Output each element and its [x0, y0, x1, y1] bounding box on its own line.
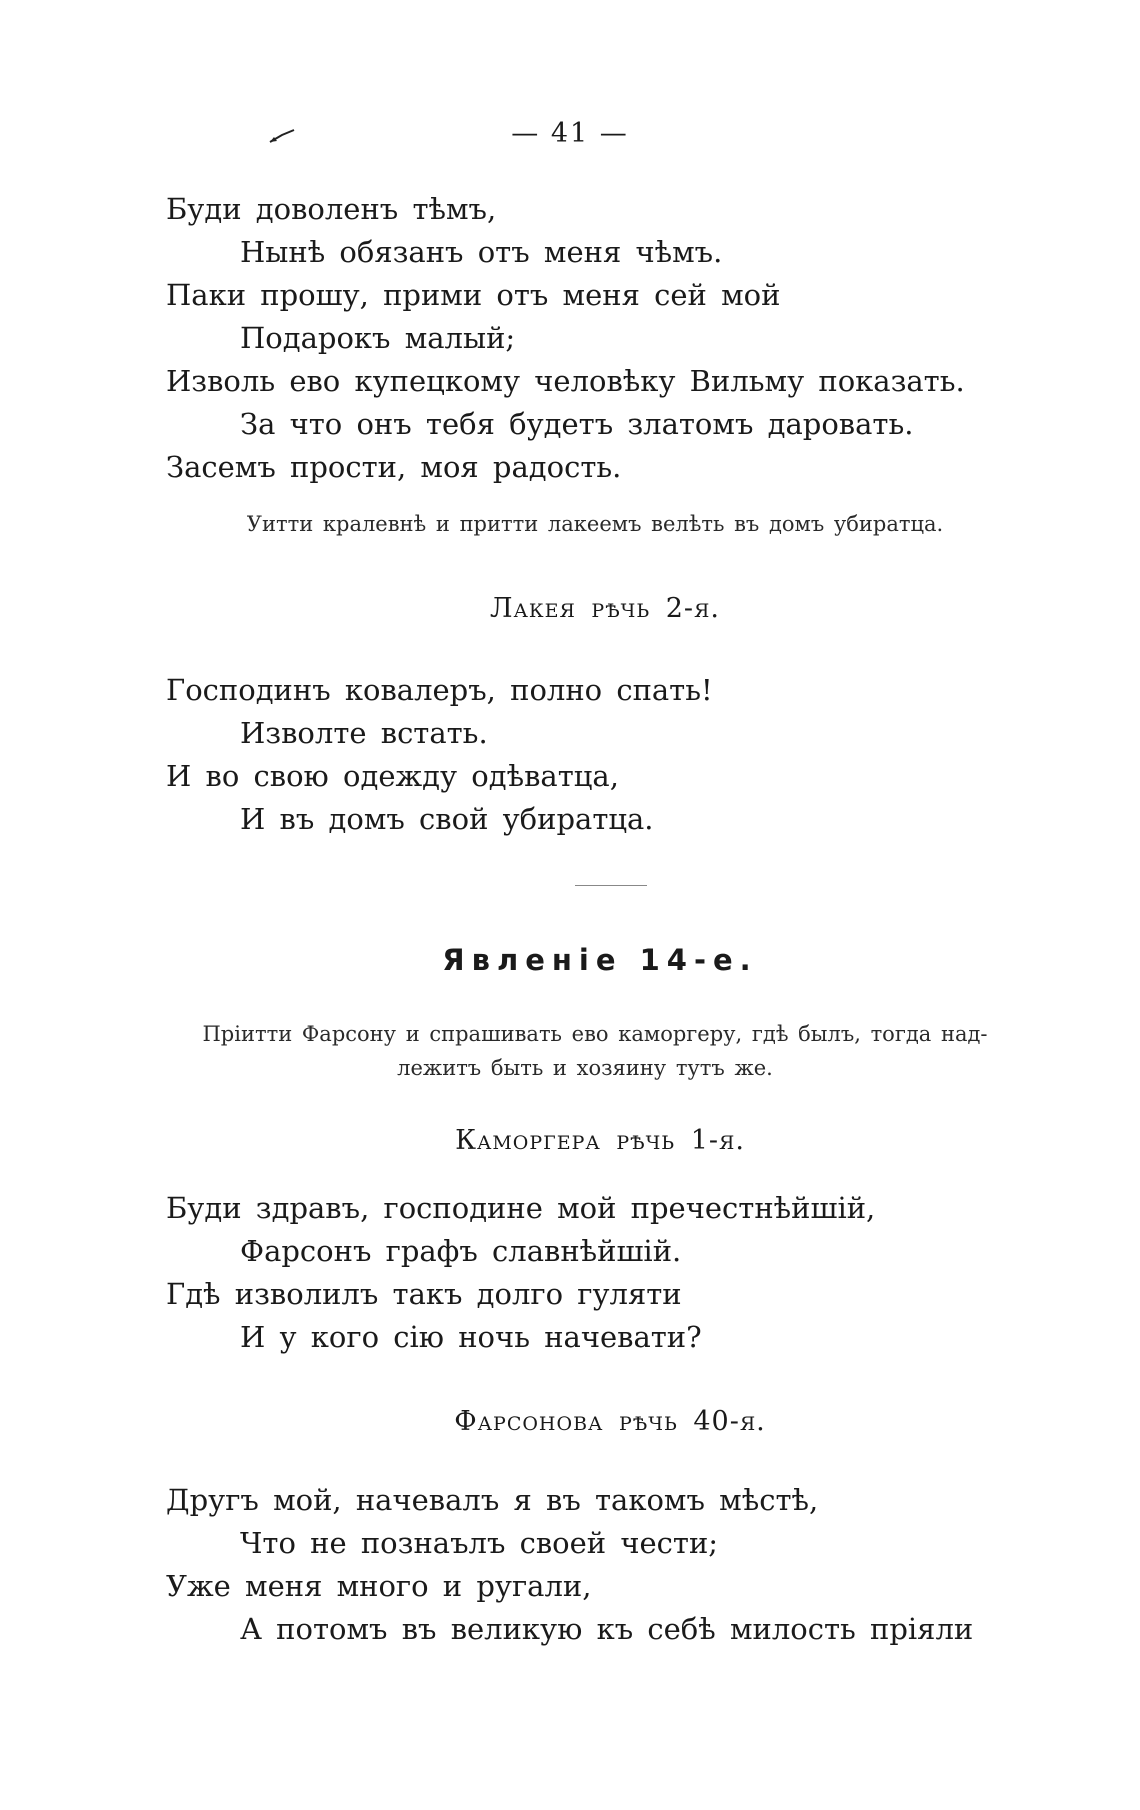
verse-line: И во свою одежду одѣватца,	[166, 759, 619, 793]
stage-direction: лежитъ быть и хозяину тутъ же.	[397, 1056, 773, 1080]
verse-line: Буди здравъ, господине мой пречестнѣйшій,	[166, 1191, 876, 1225]
verse-line: Паки прошу, прими отъ меня сей мой	[166, 278, 781, 312]
section-divider	[575, 885, 647, 886]
verse-block-4	[0, 1479, 1140, 1651]
ink-mark	[268, 128, 296, 144]
verse-line: А потомъ въ великую къ себѣ милость пріяли	[240, 1612, 974, 1646]
verse-line: Буди доволенъ тѣмъ,	[166, 192, 497, 226]
verse-line: За что онъ тебя будетъ златомъ даровать.	[240, 407, 914, 441]
verse-block-1	[0, 188, 1140, 489]
verse-line: Подарокъ малый;	[240, 321, 516, 355]
verse-line: Изволте встать.	[240, 716, 488, 750]
verse-line: Уже меня много и ругали,	[166, 1569, 592, 1603]
verse-block-3	[0, 1187, 1140, 1359]
verse-line: Засемъ прости, моя радость.	[166, 450, 622, 484]
speech-heading: Фарсонова рѣчь 40-я.	[454, 1406, 766, 1437]
verse-line: И у кого сію ночь начевати?	[240, 1320, 702, 1354]
verse-line: Нынѣ обязанъ отъ меня чѣмъ.	[240, 235, 723, 269]
stage-direction: Уитти кралевнѣ и притти лакеемъ велѣть въ домъ убиратца.	[246, 512, 944, 536]
speech-heading: Лакея рѣчь 2-я.	[490, 593, 720, 624]
verse-line: Изволь ево купецкому человѣку Вильму показать.	[166, 364, 965, 398]
speech-heading: Каморгера рѣчь 1-я.	[455, 1125, 745, 1156]
scene-title: Явленіе 14-е.	[442, 943, 758, 977]
verse-line: Что не познаълъ своей чести;	[240, 1526, 719, 1560]
verse-block-2	[0, 669, 1140, 841]
stage-direction: Пріитти Фарсону и спрашивать ево каморгеру, гдѣ былъ, тогда над-	[202, 1022, 988, 1046]
verse-line: Другъ мой, начевалъ я въ такомъ мѣстѣ,	[166, 1483, 819, 1517]
page-number: — 41 —	[511, 118, 629, 149]
verse-line: И въ домъ свой убиратца.	[240, 802, 654, 836]
verse-line: Господинъ ковалеръ, полно спать!	[166, 673, 713, 707]
verse-line: Гдѣ изволилъ такъ долго гуляти	[166, 1277, 682, 1311]
verse-line: Фарсонъ графъ славнѣйшій.	[240, 1234, 682, 1268]
